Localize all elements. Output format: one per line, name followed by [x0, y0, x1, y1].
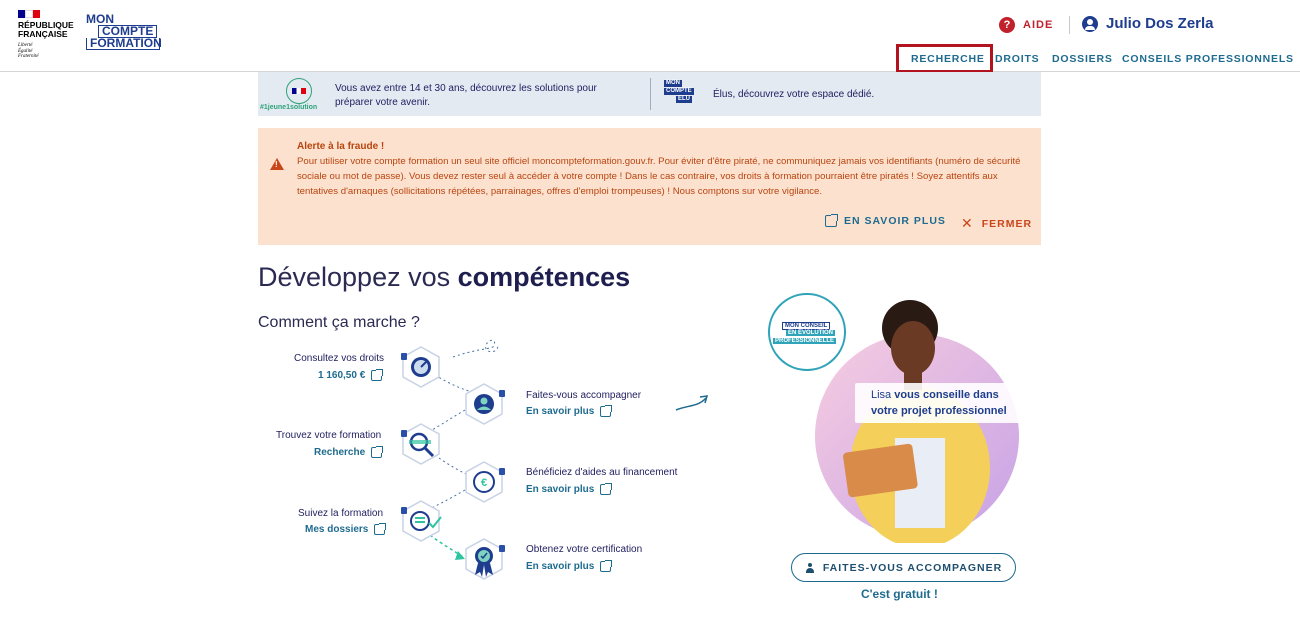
external-link-icon	[371, 447, 382, 458]
page-title	[258, 262, 630, 293]
alert-body: Pour utiliser votre compte formation un seul site officiel moncompteformation.gouv.fr. Pour éviter d'être piraté, ne communiquez jamais vos identifiants (numéro de sécurité sociale ou mot de passe). Vous devez rester seul à accéder à votre compte ! Dans le cas contraire, vos droits à formation pourraient être piratés ! Soyez attentifs aux tentatives d'arnaques (sollicitations répétées, parrainages, offres d'emploi trompeuses) ! Nous comptons sur votre vigilance.	[297, 156, 1021, 197]
motto-fraternite: Fraternité	[18, 54, 39, 60]
aide-label: AIDE	[1023, 19, 1054, 31]
step-dossiers-link[interactable]	[305, 524, 385, 535]
republique-line-1: RÉPUBLIQUE	[18, 20, 74, 30]
jeune-banner-text[interactable]: Vous avez entre 14 et 30 ans, découvrez les solutions pour préparer votre avenir.	[335, 83, 597, 108]
elu-logo-line-1: MON	[666, 80, 680, 86]
lisa-bold: vous conseille dans votre projet professionnel	[871, 389, 1007, 417]
badge-line-1: MON CONSEIL	[782, 322, 830, 330]
nav-recherche-highlight	[896, 44, 993, 73]
certification-step-icon	[462, 537, 506, 581]
step-financement-link[interactable]	[526, 484, 611, 495]
jeune-banner	[258, 72, 1041, 116]
brand-line-mon: MON	[86, 12, 114, 26]
fraud-alert	[258, 128, 1041, 245]
nav-recherche[interactable]: RECHERCHE	[911, 53, 985, 65]
advisor-step-icon	[462, 382, 506, 426]
step-formation-label: Trouvez votre formation	[276, 430, 382, 441]
alert-more-label: EN SAVOIR PLUS	[844, 215, 946, 227]
step-droits-link[interactable]	[318, 370, 382, 381]
step-suivez-label: Suivez la formation	[298, 508, 384, 519]
alert-close-label: FERMER	[981, 217, 1033, 230]
financement-link-text: En savoir plus	[526, 484, 595, 495]
warning-icon	[270, 158, 284, 170]
step-certification-label: Obtenez votre certification	[526, 544, 643, 555]
accompagner-link-text: En savoir plus	[526, 406, 595, 417]
step-certification-link[interactable]	[526, 561, 611, 572]
user-name: Julio Dos Zerla	[1106, 15, 1214, 32]
external-link-icon	[825, 215, 837, 227]
accompagner-button-label: FAITES-VOUS ACCOMPAGNER	[822, 561, 1003, 574]
brand-line-compte: COMPTE	[98, 25, 157, 38]
close-icon: ✕	[961, 215, 974, 231]
alert-more-link[interactable]	[825, 215, 946, 227]
republique-name	[18, 21, 78, 39]
step-droits-label: Consultez vos droits	[294, 353, 385, 364]
droits-amount: 1 160,50 €	[318, 370, 366, 381]
step-financement-label: Bénéficiez d'aides au financement	[526, 467, 678, 478]
question-circle-icon: ?	[999, 17, 1015, 33]
elu-banner-text[interactable]: Élus, découvrez votre espace dédié.	[713, 89, 875, 100]
alert-title: Alerte à la fraude !	[297, 141, 385, 152]
gauge-step-icon	[399, 345, 443, 389]
nav-conseils-professionnels[interactable]: CONSEILS PROFESSIONNELS	[1122, 53, 1294, 65]
search-step-icon	[399, 422, 443, 466]
brand-line-formation: FORMATION	[86, 38, 160, 50]
user-account-link[interactable]	[1082, 15, 1214, 32]
aide-link[interactable]	[999, 17, 1053, 33]
external-link-icon	[371, 370, 382, 381]
elu-logo-line-3: ELU	[678, 96, 690, 102]
header-separator	[1069, 16, 1070, 34]
nav-dossiers[interactable]: DOSSIERS	[1052, 53, 1113, 65]
external-link-icon	[600, 561, 611, 572]
banner-divider	[650, 78, 651, 110]
euro-step-icon	[462, 460, 506, 504]
external-link-icon	[600, 484, 611, 495]
site-header	[0, 0, 1300, 72]
mon-compte-formation-logo[interactable]	[86, 14, 160, 50]
mon-compte-elu-logo[interactable]	[662, 80, 702, 108]
gratuit-text: C'est gratuit !	[861, 587, 938, 601]
republique-francaise-logo[interactable]	[18, 10, 78, 60]
step-accompagner-label: Faites-vous accompagner	[526, 390, 642, 401]
republique-line-2: FRANÇAISE	[18, 29, 68, 39]
svg-text:€: €	[480, 477, 488, 489]
badge-line-2: EN ÉVOLUTION	[788, 330, 834, 336]
1jeune1solution-logo[interactable]	[286, 78, 312, 104]
user-circle-icon	[1082, 16, 1098, 32]
alert-close-button[interactable]	[961, 215, 1032, 232]
elu-logo-line-2: COMPTE	[666, 88, 692, 94]
person-icon	[805, 563, 815, 573]
external-link-icon	[600, 406, 611, 417]
dossiers-link-text: Mes dossiers	[305, 524, 369, 535]
badge-line-3: PROFESSIONNELLE	[775, 338, 835, 344]
lisa-caption	[855, 383, 1033, 423]
mon-conseil-badge	[768, 293, 846, 371]
how-it-works-title: Comment ça marche ?	[258, 314, 420, 331]
step-accompagner-link[interactable]	[526, 406, 611, 417]
page-title-prefix: Développez vos	[258, 262, 458, 292]
certification-link-text: En savoir plus	[526, 561, 595, 572]
external-link-icon	[374, 524, 385, 535]
checklist-step-icon	[399, 499, 443, 543]
step-recherche-link[interactable]	[314, 447, 382, 458]
french-flag-icon	[18, 10, 40, 18]
nav-droits[interactable]: DROITS	[995, 53, 1040, 65]
page-title-bold: compétences	[457, 262, 631, 292]
jeune-hashtag: #1jeune1solution	[260, 104, 318, 111]
republique-motto	[18, 43, 78, 60]
motto-liberte: Liberté	[18, 43, 33, 48]
motto-egalite: Égalité	[18, 48, 33, 54]
lisa-prefix: Lisa	[871, 389, 895, 401]
recherche-link-text: Recherche	[314, 447, 366, 458]
faites-vous-accompagner-button[interactable]	[791, 553, 1016, 582]
